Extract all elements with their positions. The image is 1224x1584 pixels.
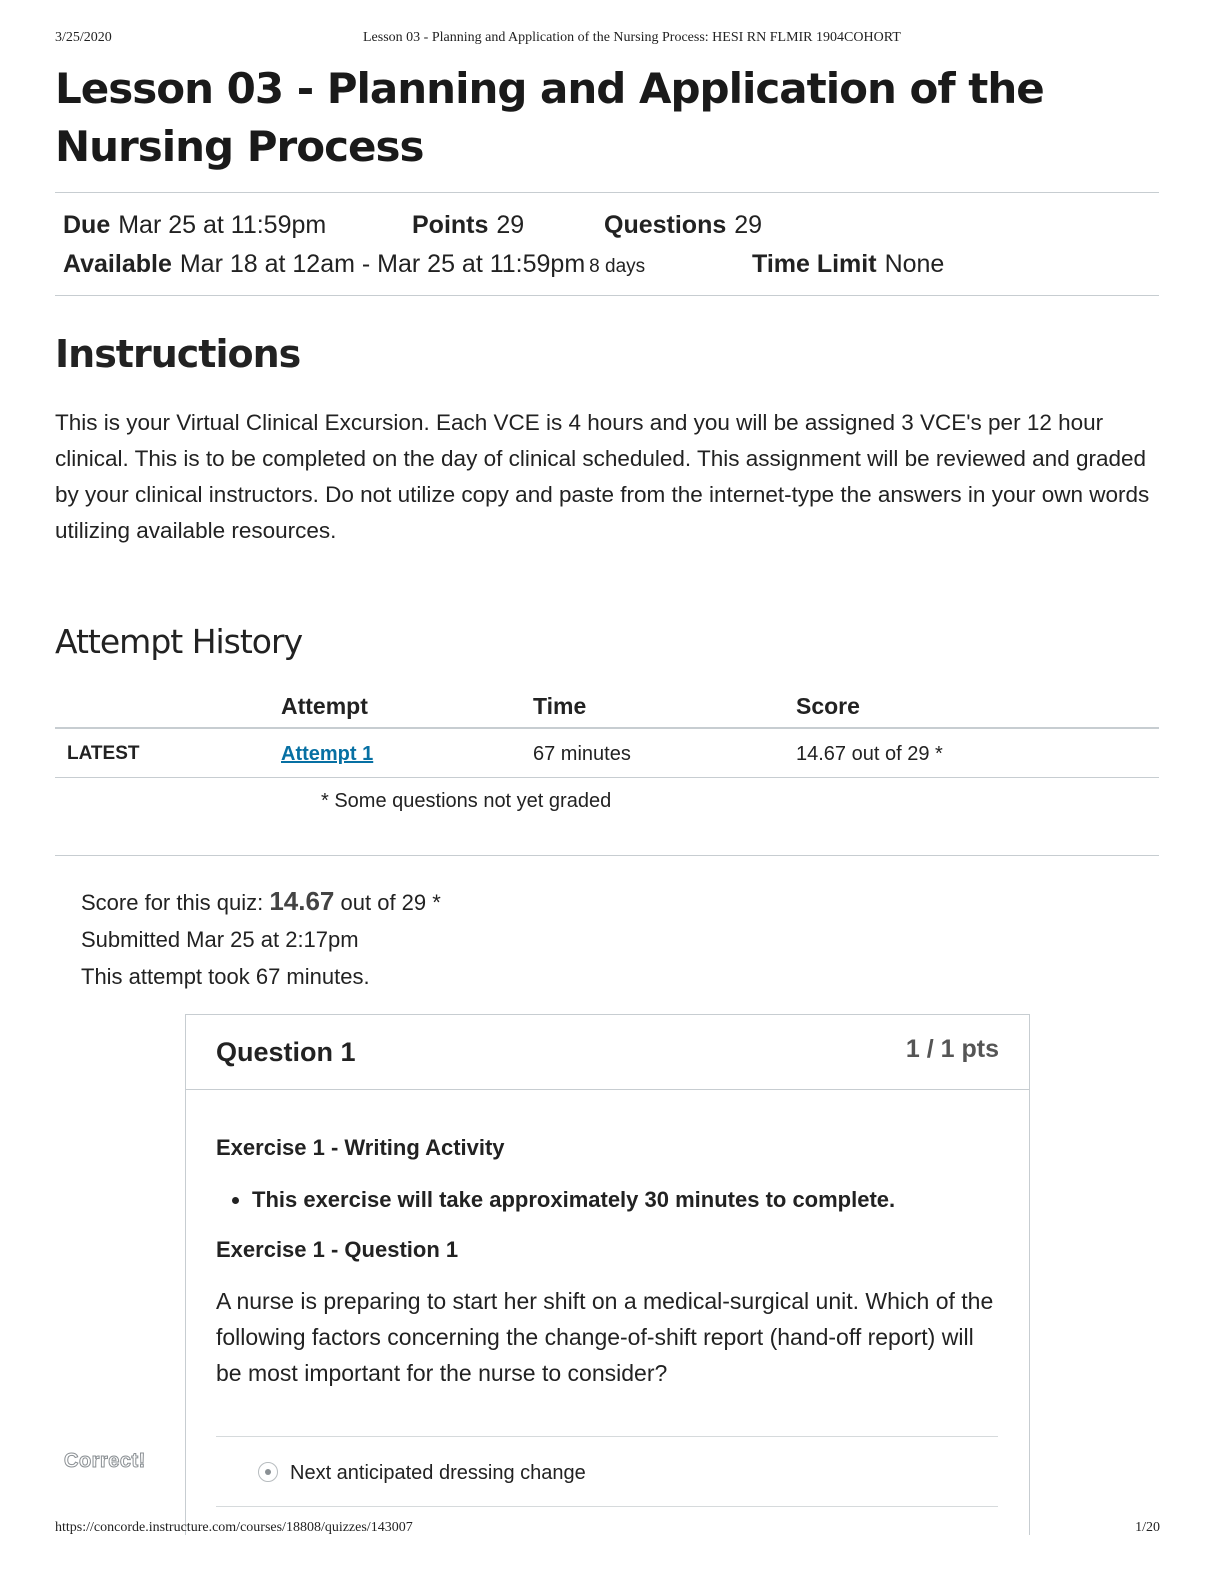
list-item: • This exercise will take approximately 30 minutes to complete. <box>252 1187 998 1213</box>
print-url: https://concorde.instructure.com/courses/18808/quizzes/143007 <box>55 1520 413 1535</box>
question-text: A nurse is preparing to start her shift on a medical-surgical unit. Which of the following factors concerning the change-of-shift report (hand-off report) will be most important for the nurse to consider? <box>216 1288 994 1386</box>
attempt-history-table <box>55 685 1159 778</box>
points-info <box>412 211 524 240</box>
exercise-heading: Exercise 1 - Writing Activity <box>216 1135 505 1160</box>
points-value: 29 <box>496 211 525 239</box>
page-number: 1/20 <box>1135 1520 1160 1535</box>
divider <box>55 855 1159 856</box>
available-value: Mar 18 at 12am - Mar 25 at 11:59pm <box>179 250 586 278</box>
column-header-score: Score <box>796 693 860 719</box>
table-row <box>55 729 1159 778</box>
quiz-meta <box>55 193 1159 295</box>
available-label: Available <box>63 250 172 278</box>
score-suffix: out of 29 * <box>340 890 441 915</box>
question-heading: Exercise 1 - Question 1 <box>216 1237 459 1262</box>
page-title: Lesson 03 - Planning and Application of the Nursing Process <box>55 64 1044 171</box>
instructions-text: This is your Virtual Clinical Excursion. Each VCE is 4 hours and you will be assigned 3 VCE's per 12 hour clinical. This is to be completed on the day of clinical scheduled. This assignment will be reviewed and graded by your clinical instructors. Do not utilize copy and paste from the internet-type the answers in your own words utilizing available resources. <box>55 410 1150 543</box>
latest-label: LATEST <box>67 743 140 764</box>
time-limit-label: Time Limit <box>752 250 877 278</box>
attempt-score: 14.67 out of 29 * <box>796 743 943 765</box>
available-info <box>63 250 645 279</box>
questions-value: 29 <box>734 211 763 239</box>
print-footer <box>55 1520 1160 1540</box>
answer-text: Next anticipated dressing change <box>290 1462 586 1484</box>
divider <box>216 1436 998 1437</box>
points-label: Points <box>412 211 489 239</box>
available-days: 8 days <box>589 256 646 277</box>
question-header <box>186 1015 1029 1090</box>
quiz-content <box>55 60 1159 989</box>
question-title: Question 1 <box>216 1037 356 1067</box>
attempt-link[interactable]: Attempt 1 <box>281 743 374 765</box>
score-line <box>81 883 441 921</box>
print-title: Lesson 03 - Planning and Application of the Nursing Process: HESI RN FLMIR 1904COHORT <box>363 30 901 45</box>
print-date: 3/25/2020 <box>55 30 112 45</box>
score-value: 14.67 <box>269 886 335 916</box>
divider <box>216 1506 998 1507</box>
correct-flag: Correct! <box>64 1450 184 1480</box>
grading-note: * Some questions not yet graded <box>321 790 612 812</box>
time-limit-info <box>752 250 944 279</box>
column-header-time: Time <box>533 693 587 719</box>
due-info <box>63 211 326 240</box>
attempt-history-heading: Attempt History <box>55 622 303 661</box>
bullet-list <box>216 1187 998 1213</box>
due-value: Mar 25 at 11:59pm <box>118 211 327 239</box>
attempt-duration: This attempt took 67 minutes. <box>81 964 370 989</box>
column-header-attempt: Attempt <box>281 693 368 719</box>
score-summary <box>81 883 441 995</box>
divider <box>55 295 1159 296</box>
answer-option[interactable] <box>258 1462 586 1485</box>
questions-label: Questions <box>604 211 727 239</box>
table-header <box>55 685 1159 729</box>
time-limit-value: None <box>884 250 945 278</box>
question-body <box>216 1135 998 1391</box>
questions-info <box>604 211 762 240</box>
radio-selected-icon[interactable] <box>258 1462 278 1482</box>
due-label: Due <box>63 211 111 239</box>
score-prefix: Score for this quiz: <box>81 890 264 915</box>
instructions-heading: Instructions <box>55 332 301 376</box>
attempt-time: 67 minutes <box>533 743 631 765</box>
question-points: 1 / 1 pts <box>905 1035 999 1063</box>
submitted-time: Submitted Mar 25 at 2:17pm <box>81 927 359 952</box>
print-header <box>55 30 1160 50</box>
